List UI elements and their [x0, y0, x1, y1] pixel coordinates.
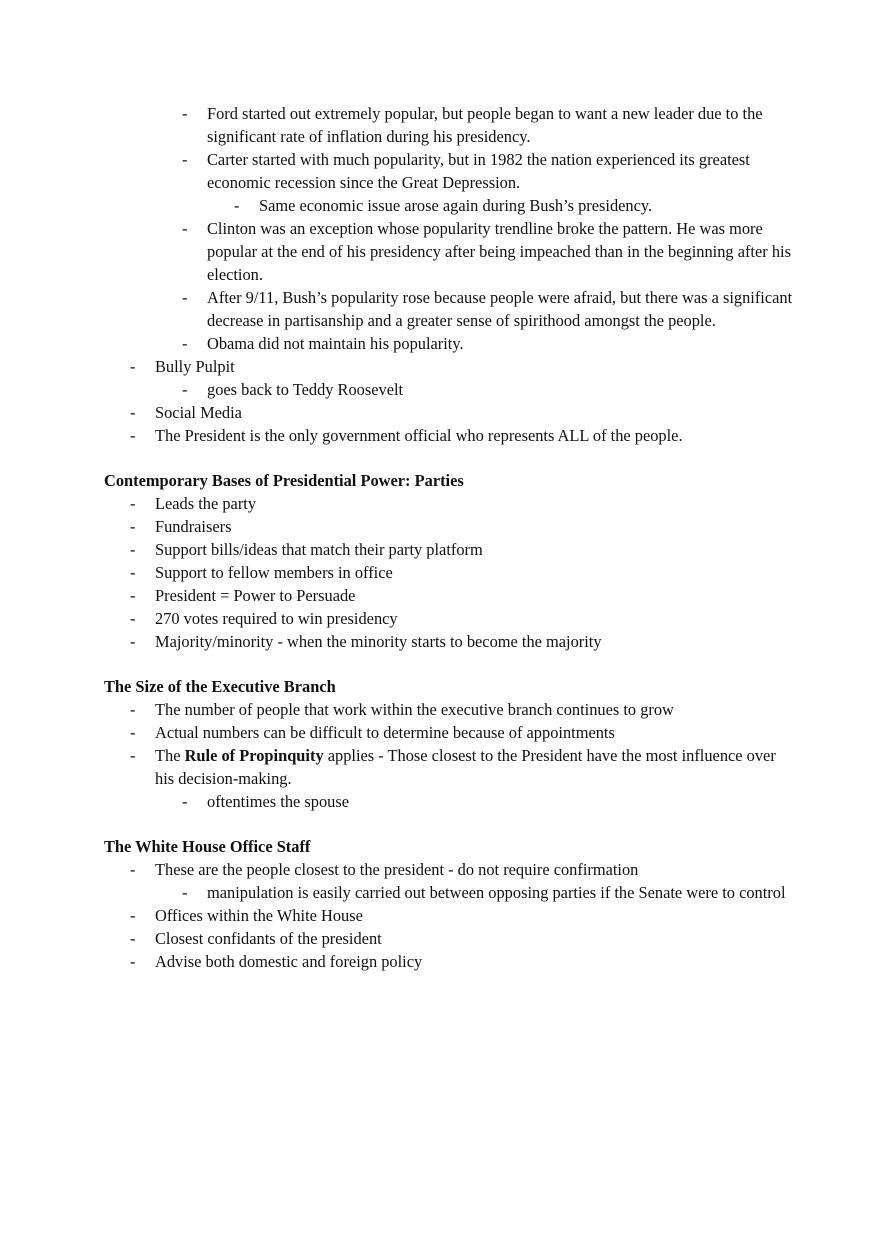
list-item-text: oftentimes the spouse [207, 792, 350, 811]
list-item-text: Social Media [155, 403, 242, 422]
list-item-obama [104, 332, 794, 355]
bullet-dash: - [130, 860, 136, 879]
bullet-dash: - [130, 609, 136, 628]
bullet-dash: - [182, 883, 188, 902]
notes-content [104, 102, 794, 973]
list-item [104, 492, 794, 515]
list-item-bully-pulpit [104, 355, 794, 378]
list-item-rule-of-propinquity [104, 744, 794, 790]
list-item-carter [104, 148, 794, 194]
bullet-dash: - [130, 723, 136, 742]
bullet-dash: - [130, 563, 136, 582]
list-item-social-media [104, 401, 794, 424]
rule-name: Rule of Propinquity [184, 746, 324, 765]
list-item-text: Same economic issue arose again during Bush’s presidency. [259, 196, 653, 215]
bullet-dash: - [130, 746, 136, 765]
bullet-dash: - [182, 334, 188, 353]
list-item-bush-economy [104, 194, 794, 217]
list-item-text: The President is the only government official who represents ALL of the people. [155, 426, 683, 445]
bullet-dash: - [234, 196, 240, 215]
bullet-dash: - [182, 792, 188, 811]
list-item-teddy-roosevelt [104, 378, 794, 401]
list-item-text: Carter started with much popularity, but in 1982 the nation experienced its greatest economic recession since the Great Depression. [207, 150, 750, 192]
rule-suffix: applies - Those closest to the President have the most influence over his decision-making. [155, 746, 776, 788]
list-item [104, 515, 794, 538]
bullet-dash: - [130, 952, 136, 971]
bullet-dash: - [182, 104, 188, 123]
list-item [104, 927, 794, 950]
list-item-text: Bully Pulpit [155, 357, 235, 376]
list-item-manipulation [104, 881, 794, 904]
list-item-text: The number of people that work within the executive branch continues to grow [155, 700, 674, 719]
bullet-dash: - [130, 906, 136, 925]
bullet-dash: - [130, 357, 136, 376]
list-item-text: Offices within the White House [155, 906, 363, 925]
list-item-text: Clinton was an exception whose popularity trendline broke the pattern. He was more popular at the end of his presidency after being impeached than in the beginning after his election. [207, 219, 791, 284]
bullet-dash: - [130, 929, 136, 948]
rule-prefix: The [155, 746, 185, 765]
bullet-dash: - [130, 494, 136, 513]
list-item-text: Support bills/ideas that match their party platform [155, 540, 483, 559]
bullet-dash: - [182, 288, 188, 307]
bullet-dash: - [130, 426, 136, 445]
list-item-text: These are the people closest to the president - do not require confirmation [155, 860, 639, 879]
list-item-represents-all [104, 424, 794, 447]
list-item [104, 904, 794, 927]
list-item-text: 270 votes required to win presidency [155, 609, 398, 628]
bullet-dash: - [182, 219, 188, 238]
list-item [104, 561, 794, 584]
bullet-dash: - [130, 517, 136, 536]
section-heading-staff: The White House Office Staff [104, 837, 311, 856]
bullet-dash: - [130, 586, 136, 605]
bullet-dash: - [130, 540, 136, 559]
list-item [104, 607, 794, 630]
bullet-dash: - [130, 403, 136, 422]
list-item [104, 858, 794, 881]
section-heading-parties: Contemporary Bases of Presidential Power: Parties [104, 471, 464, 490]
list-item-clinton [104, 217, 794, 286]
list-item-text: Obama did not maintain his popularity. [207, 334, 464, 353]
list-item [104, 584, 794, 607]
list-item-bush-911 [104, 286, 794, 332]
list-item-text: goes back to Teddy Roosevelt [207, 380, 404, 399]
bullet-dash: - [182, 150, 188, 169]
list-item-text: After 9/11, Bush’s popularity rose because people were afraid, but there was a significant decrease in partisanship and a greater sense of spirithood amongst the people. [207, 288, 793, 330]
list-item [104, 721, 794, 744]
bullet-dash: - [182, 380, 188, 399]
list-item-text: Majority/minority - when the minority starts to become the majority [155, 632, 602, 651]
list-item-text: Advise both domestic and foreign policy [155, 952, 423, 971]
bullet-dash: - [130, 632, 136, 651]
section-heading-executive: The Size of the Executive Branch [104, 677, 336, 696]
list-item [104, 950, 794, 973]
list-item-text: Ford started out extremely popular, but people began to want a new leader due to the significant rate of inflation during his presidency. [207, 104, 763, 146]
list-item-spouse [104, 790, 794, 813]
list-item-ford [104, 102, 794, 148]
list-item [104, 630, 794, 653]
list-item-text: Leads the party [155, 494, 257, 513]
bullet-dash: - [130, 700, 136, 719]
list-item-text: President = Power to Persuade [155, 586, 356, 605]
list-item-text: manipulation is easily carried out between opposing parties if the Senate were to control [207, 883, 786, 902]
list-item-text: Actual numbers can be difficult to determine because of appointments [155, 723, 615, 742]
list-item-text: Fundraisers [155, 517, 232, 536]
list-item [104, 698, 794, 721]
list-item [104, 538, 794, 561]
list-item-text: Closest confidants of the president [155, 929, 382, 948]
list-item-text: Support to fellow members in office [155, 563, 393, 582]
